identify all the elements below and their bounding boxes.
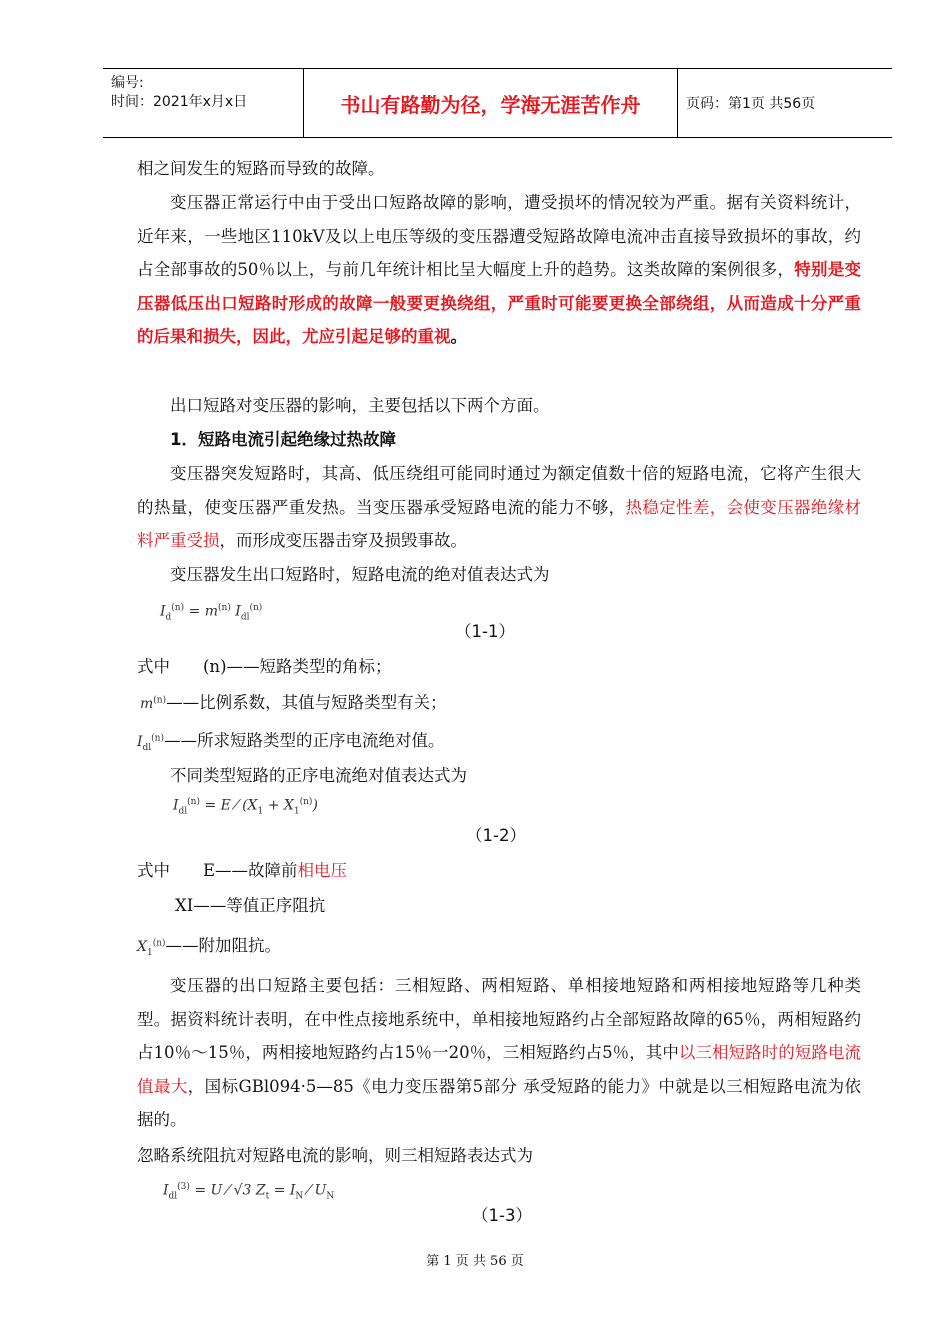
formula-x1n-image: $X_1^{(n)}$ xyxy=(137,938,166,958)
formula-1-2-image: $I_{dl}^{(n)} = E$ ⁄ $(X_1 + X_1^{(n)})$ xyxy=(173,797,318,817)
formula-idl-image: $I_{dl}^{(n)}$ xyxy=(137,733,164,753)
paragraph-6: 不同类型短路的正序电流绝对值表达式为 xyxy=(170,766,467,785)
paragraph-4-end: ，而形成变压器击穿及损毁事故。 xyxy=(219,531,467,550)
paragraph-7-end: ，国标GBl094·5—85《电力变压器第5部分 承受短路的能力》中就是以三相短路电流为依据的。 xyxy=(137,1076,862,1129)
page-number-label: 页码：第1页 共56页 xyxy=(686,96,816,112)
definition-e-row xyxy=(137,857,347,881)
formula-1-1-image: $I_d^{(n)} = m^{(n)}$ $I_{dl}^{(n)}$ xyxy=(160,603,263,623)
section-heading-1-text: 1．短路电流引起绝缘过热故障 xyxy=(170,430,396,449)
paragraph-4 xyxy=(137,457,861,558)
paragraph-7 xyxy=(137,969,861,1137)
paragraph-2-text: 变压器正常运行中由于受出口短路故障的影响，遭受损坏的情况较为严重。据有关资料统计，近年来，一些地区110kV及以上电压等级的变压器遭受短路故障电流冲击直接导致损坏的事故，约占全部事故的50％以上，与前几年统计相比呈大幅度上升的趋势。这类故障的案例很多， xyxy=(137,193,861,279)
paragraph-4-text: 变压器突发短路时，其高、低压绕组可能同时通过为额定值数十倍的短路电流，它将产生很大的热量，使变压器严重发热。当变压器承受短路电流的能力不够， xyxy=(137,464,861,517)
equation-number-1-1: （1-1） xyxy=(455,622,515,641)
paragraph-4-highlight: 热稳定性差，会使变压器绝缘材料严重受损 xyxy=(137,497,862,550)
definition-xi: XI——等值正序阻抗 xyxy=(175,896,326,915)
paragraph-2 xyxy=(137,186,861,354)
definition-idl-row xyxy=(137,727,445,753)
paragraph-1: 相之间发生的短路而导致的故障。 xyxy=(137,159,385,178)
section-heading-1 xyxy=(137,423,861,457)
definition-e: 式中 E——故障前 xyxy=(137,861,298,880)
equation-number-1-3: （1-3） xyxy=(472,1206,532,1225)
paragraph-8: 忽略系统阻抗对短路电流的影响，则三相短路表达式为 xyxy=(137,1146,533,1165)
paragraph-7-highlight: 以三相短路时的短路电流值最大 xyxy=(137,1043,862,1096)
definition-m-row xyxy=(140,689,447,713)
number-label: 编号: xyxy=(111,75,144,91)
definition-e-highlight: 相电压 xyxy=(297,861,348,880)
paragraph-3: 出口短路对变压器的影响，主要包括以下两个方面。 xyxy=(170,396,550,415)
formula-m-image: $m^{(n)}$ xyxy=(140,695,167,712)
formula-1-3-image: $I_{dl}^{(3)} = U$ ⁄ √3 $Z_t = I_N$ ⁄ $U_N$ xyxy=(163,1182,335,1202)
definition-idl: ——所求短路类型的正序电流绝对值。 xyxy=(164,731,445,750)
definition-m: ——比例系数，其值与短路类型有关； xyxy=(166,693,447,712)
paragraph-7-text: 变压器的出口短路主要包括：三相短路、两相短路、单相接地短路和两相接地短路等几种类型。据资料统计表明，在中性点接地系统中，单相接地短路约占全部短路故障的65％，两相短路约占10％～15％，两相接地短路约占15％一20％，三相短路约占5％，其中 xyxy=(137,976,861,1062)
definition-n: 式中 (n)——短路类型的角标； xyxy=(137,657,392,676)
paragraph-5: 变压器发生出口短路时，短路电流的绝对值表达式为 xyxy=(170,565,550,584)
header-motto: 书山有路勤为径，学海无涯苦作舟 xyxy=(304,69,678,137)
paragraph-2-end: 。 xyxy=(450,327,467,346)
header-meta xyxy=(103,69,304,137)
definition-x1n-row xyxy=(137,932,281,958)
page-header xyxy=(103,68,892,138)
equation-number-1-2: （1-2） xyxy=(466,826,526,845)
time-label: 时间：2021年x月x日 xyxy=(111,94,248,110)
paragraph-2-highlight: 特别是变压器低压出口短路时形成的故障一般要更换绕组，严重时可能要更换全部绕组，从而造成十分严重的后果和损失，因此，尤应引起足够的重视 xyxy=(137,260,861,346)
page-footer: 第 1 页 共 56 页 xyxy=(426,1254,524,1269)
definition-x1n: ——附加阻抗。 xyxy=(165,936,282,955)
